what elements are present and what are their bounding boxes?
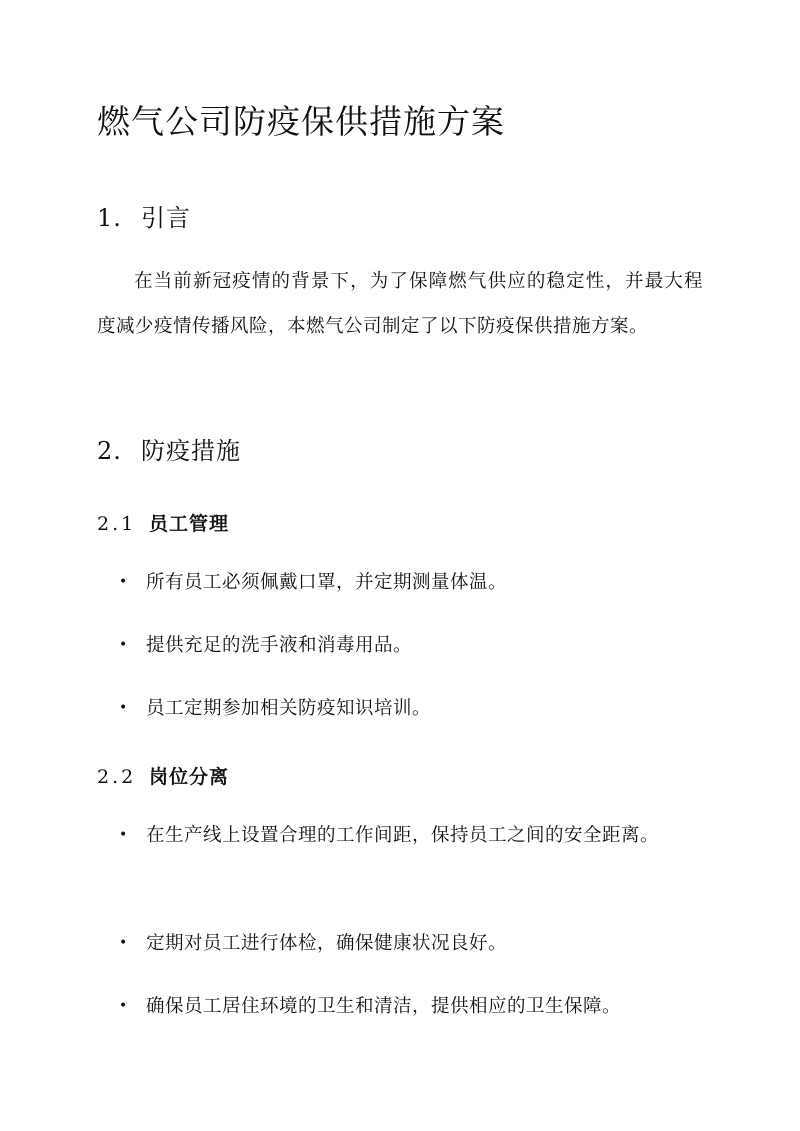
- list-item-text: 提供充足的洗手液和消毒用品。: [146, 635, 413, 656]
- section-2-heading: [97, 431, 241, 466]
- list-item-text: 所有员工必须佩戴口罩，并定期测量体温。: [146, 572, 508, 593]
- list-item-text: 确保员工居住环境的卫生和清洁，提供相应的卫生保障。: [146, 996, 622, 1017]
- section-2-number: 2.: [97, 437, 122, 465]
- section-1-paragraph: 在当前新冠疫情的背景下，为了保障燃气供应的稳定性，并最大程度减少疫情传播风险，本燃气公司制定了以下防疫保供措施方案。: [97, 271, 703, 337]
- list-item-text: 员工定期参加相关防疫知识培训。: [146, 698, 432, 719]
- bullet-icon: •: [119, 574, 128, 590]
- list-item: [119, 623, 726, 668]
- subsection-2-2-number: 2.2: [97, 766, 137, 788]
- bullet-icon: •: [119, 935, 128, 951]
- list-item-text: 在生产线上设置合理的工作间距，保持员工之间的安全距离。: [146, 825, 660, 846]
- list-item: [119, 984, 726, 1029]
- subsection-2-2-heading: [97, 762, 229, 789]
- list-item: [119, 686, 726, 731]
- document-title: 燃气公司防疫保供措施方案: [97, 102, 505, 141]
- bullet-icon: •: [119, 827, 128, 843]
- subsection-2-1-number: 2.1: [97, 513, 137, 535]
- section-2-title: 防疫措施: [141, 437, 241, 465]
- list-item: [119, 813, 726, 858]
- subsection-2-1-title: 员工管理: [149, 513, 230, 535]
- bullet-icon: •: [119, 700, 128, 716]
- list-item: [119, 560, 726, 605]
- bullet-icon: •: [119, 637, 128, 653]
- list-item-text: 定期对员工进行体检，确保健康状况良好。: [146, 933, 508, 954]
- subsection-2-1-heading: [97, 509, 229, 536]
- section-1-heading: [97, 198, 191, 233]
- section-1-title: 引言: [141, 204, 191, 232]
- bullet-icon: •: [119, 998, 128, 1014]
- subsection-2-2-title: 岗位分离: [149, 766, 230, 788]
- section-1-number: 1.: [97, 204, 122, 232]
- list-item: [119, 921, 726, 966]
